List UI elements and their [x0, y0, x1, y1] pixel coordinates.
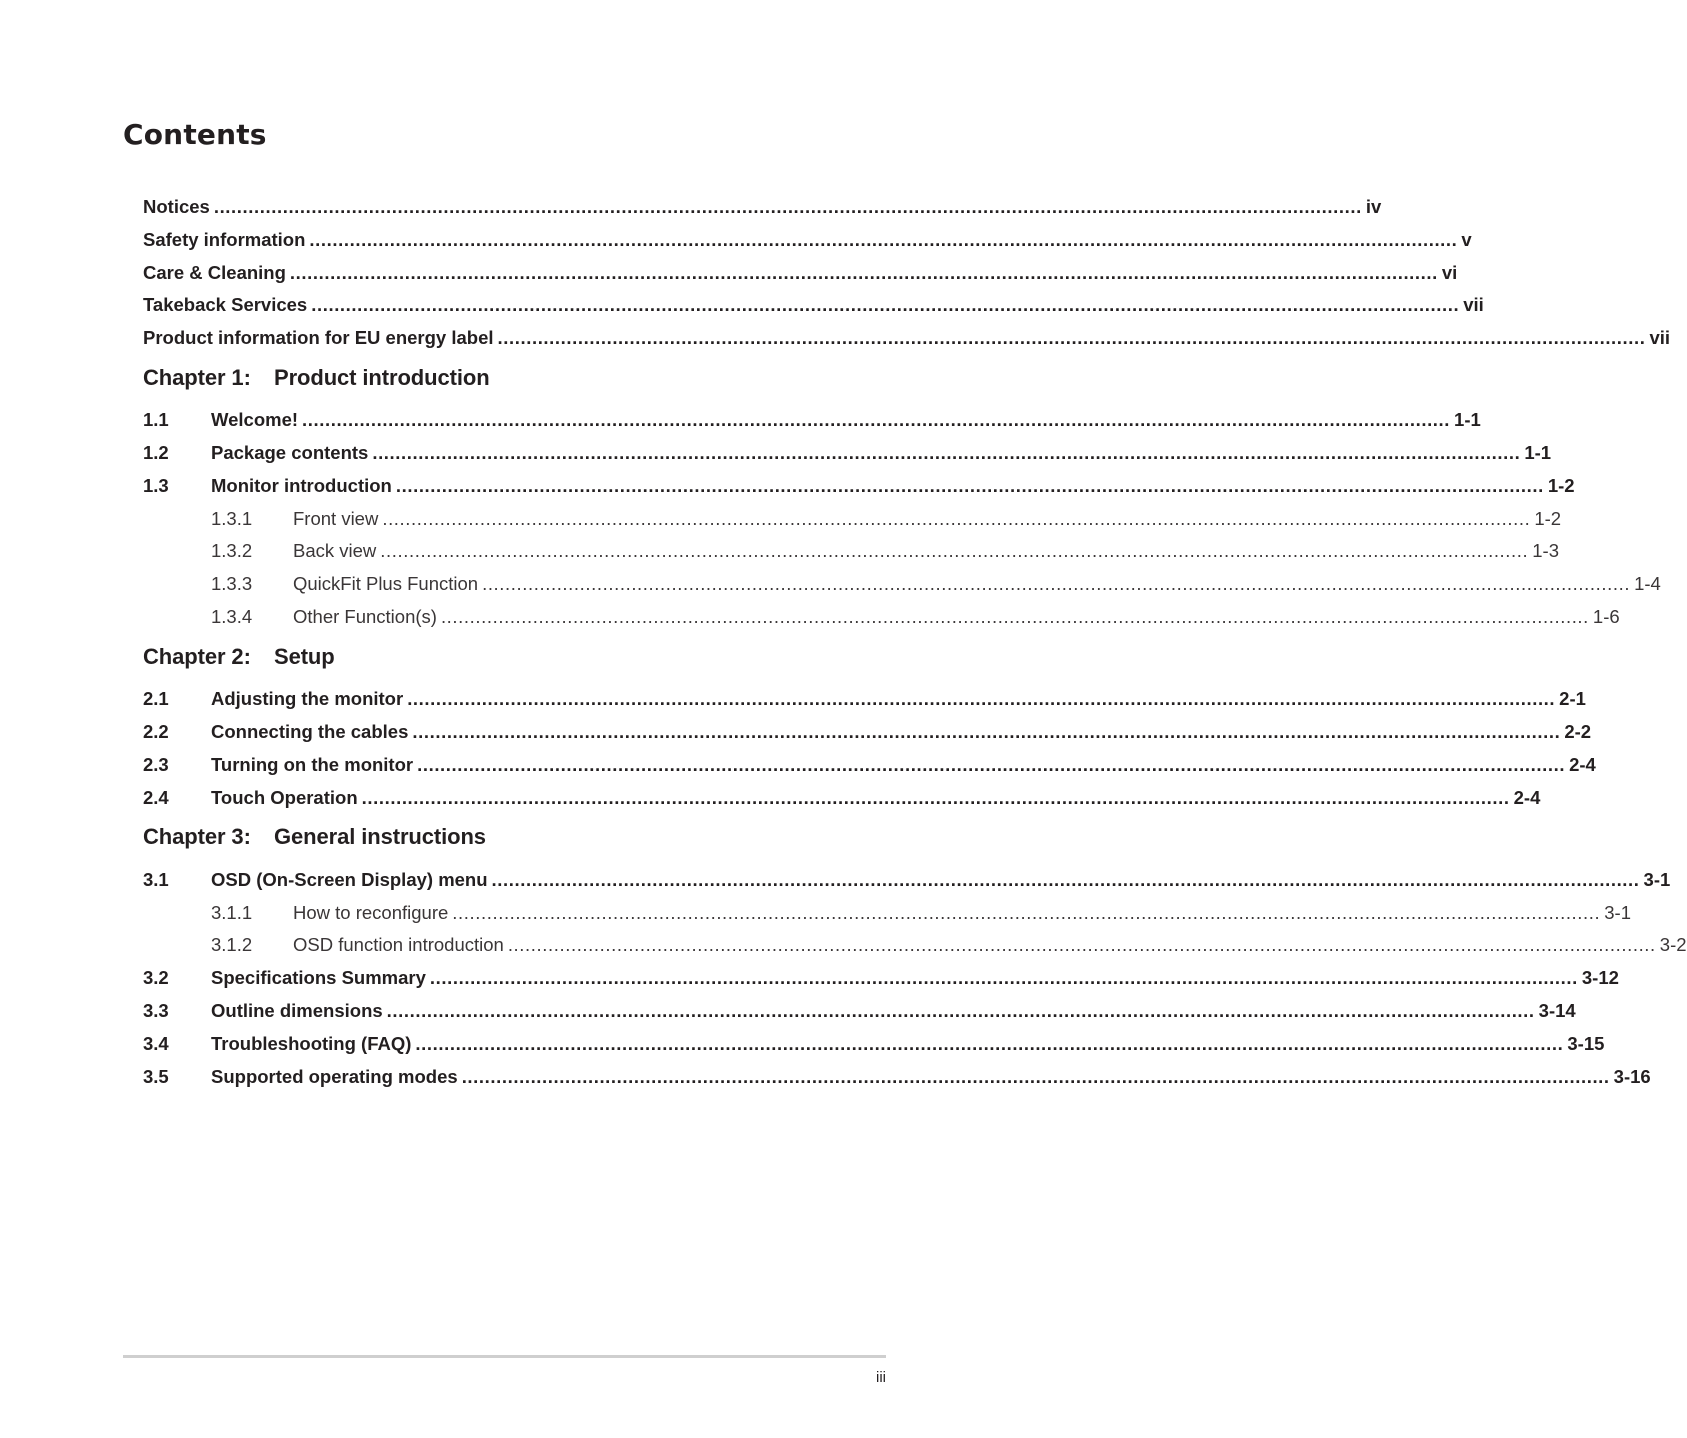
dot-leader: ........................................................................................................................................................................................................ — [407, 688, 1556, 709]
entry-number: 1.3.4 — [211, 606, 253, 627]
chapter-title: General instructions — [274, 824, 486, 849]
dot-leader: ........................................................................................................................................................................................................ — [380, 540, 1529, 561]
entry-number: 3.4 — [143, 1033, 169, 1054]
entry-page: iv — [1365, 196, 1382, 217]
dot-leader: ........................................................................................................................................................................................................ — [382, 508, 1531, 529]
entry-title: Product information for EU energy label — [143, 327, 494, 348]
entry-page: vii — [1649, 327, 1671, 348]
dot-leader: ........................................................................................................................................................................................................ — [302, 409, 1451, 430]
entry-page: 2-4 — [1513, 787, 1541, 808]
toc-entry[interactable] — [143, 686, 1586, 710]
entry-title: Welcome! — [211, 409, 299, 430]
entry-page: v — [1461, 229, 1472, 250]
entry-number: 3.1 — [143, 869, 169, 890]
dot-leader: ........................................................................................................................................................................................................ — [497, 327, 1646, 348]
toc-entry[interactable] — [211, 506, 1562, 530]
entry-number: 1.3.3 — [211, 573, 253, 594]
entry-number: 1.3.1 — [211, 508, 253, 529]
entry-title: OSD function introduction — [293, 934, 504, 955]
toc-entry[interactable] — [143, 260, 1458, 284]
dot-leader: ........................................................................................................................................................................................................ — [461, 1066, 1610, 1087]
toc-entry[interactable] — [211, 571, 1661, 595]
entry-title: Front view — [293, 508, 379, 529]
entry-title: Safety information — [143, 229, 306, 250]
entry-page: 1-3 — [1532, 540, 1560, 561]
entry-number: 2.3 — [143, 754, 169, 775]
toc-entry[interactable] — [211, 538, 1560, 562]
page-title: Contents — [123, 118, 267, 151]
toc-entry[interactable] — [143, 440, 1552, 464]
dot-leader: ........................................................................................................................................................................................................ — [361, 787, 1510, 808]
entry-page: 2-4 — [1569, 754, 1596, 775]
dot-leader: ........................................................................................................................................................................................................ — [429, 967, 1578, 988]
entry-title: How to reconfigure — [293, 902, 449, 923]
entry-page: 1-1 — [1454, 409, 1481, 430]
entry-number: 1.3 — [143, 475, 169, 496]
toc-entry[interactable] — [211, 604, 1620, 628]
entry-title: Monitor introduction — [211, 475, 392, 496]
entry-page: 3-16 — [1613, 1066, 1651, 1087]
toc-entry[interactable] — [143, 965, 1619, 989]
entry-title: Other Function(s) — [293, 606, 437, 627]
dot-leader: ........................................................................................................................................................................................................ — [386, 1000, 1535, 1021]
entry-page: 1-4 — [1634, 573, 1661, 594]
entry-title: Back view — [293, 540, 377, 561]
entry-page: vi — [1441, 262, 1458, 283]
entry-page: 3-1 — [1604, 902, 1632, 923]
chapter-heading — [143, 643, 335, 671]
dot-leader: ........................................................................................................................................................................................................ — [412, 721, 1561, 742]
entry-title: Turning on the monitor — [211, 754, 414, 775]
entry-page: 3-12 — [1581, 967, 1619, 988]
toc-entry[interactable] — [143, 194, 1382, 218]
entry-page: 2-1 — [1559, 688, 1586, 709]
dot-leader: ........................................................................................................................................................................................................ — [311, 294, 1460, 315]
entry-number: 1.1 — [143, 409, 169, 430]
toc-entry[interactable] — [143, 227, 1472, 251]
dot-leader: ........................................................................................................................................................................................................ — [372, 442, 1521, 463]
chapter-title: Setup — [274, 644, 335, 669]
dot-leader: ........................................................................................................................................................................................................ — [415, 1033, 1564, 1054]
dot-leader: ........................................................................................................................................................................................................ — [440, 606, 1589, 627]
dot-leader: ........................................................................................................................................................................................................ — [309, 229, 1458, 250]
toc-entry[interactable] — [143, 752, 1596, 776]
entry-page: 1-2 — [1534, 508, 1562, 529]
toc-entry[interactable] — [211, 900, 1632, 924]
toc-entry[interactable] — [143, 1031, 1605, 1055]
entry-number: 2.4 — [143, 787, 169, 808]
entry-number: 3.1.1 — [211, 902, 253, 923]
dot-leader: ........................................................................................................................................................................................................ — [213, 196, 1362, 217]
entry-title: Adjusting the monitor — [211, 688, 404, 709]
entry-title: Care & Cleaning — [143, 262, 286, 283]
entry-number: 3.1.2 — [211, 934, 253, 955]
entry-number: 3.2 — [143, 967, 169, 988]
toc-entry[interactable] — [143, 325, 1671, 349]
toc-entry[interactable] — [143, 867, 1671, 891]
entry-title: Connecting the cables — [211, 721, 409, 742]
dot-leader: ........................................................................................................................................................................................................ — [395, 475, 1544, 496]
entry-page: 3-2 — [1659, 934, 1687, 955]
entry-number: 2.2 — [143, 721, 169, 742]
toc-entry[interactable] — [143, 998, 1576, 1022]
chapter-label: Chapter 1: — [143, 365, 251, 390]
entry-number: 1.3.2 — [211, 540, 253, 561]
page-number: iii — [876, 1369, 886, 1386]
dot-leader: ........................................................................................................................................................................................................ — [289, 262, 1438, 283]
toc-entry[interactable] — [211, 932, 1687, 956]
dot-leader: ........................................................................................................................................................................................................ — [491, 869, 1640, 890]
entry-number: 3.3 — [143, 1000, 169, 1021]
chapter-label: Chapter 2: — [143, 644, 251, 669]
chapter-label: Chapter 3: — [143, 824, 251, 849]
chapter-title: Product introduction — [274, 365, 490, 390]
entry-title: Touch Operation — [211, 787, 358, 808]
entry-title: Takeback Services — [143, 294, 308, 315]
entry-page: vii — [1463, 294, 1484, 315]
entry-page: 1-1 — [1524, 442, 1552, 463]
entry-number: 1.2 — [143, 442, 169, 463]
footer-divider — [123, 1355, 886, 1358]
toc-entry[interactable] — [143, 407, 1481, 431]
chapter-heading — [143, 823, 486, 851]
toc-entry[interactable] — [143, 292, 1484, 316]
entry-page: 1-6 — [1592, 606, 1620, 627]
entry-title: Supported operating modes — [211, 1066, 458, 1087]
chapter-heading — [143, 364, 490, 392]
entry-page: 3-15 — [1567, 1033, 1605, 1054]
toc-entry[interactable] — [143, 1064, 1651, 1088]
entry-title: Outline dimensions — [211, 1000, 383, 1021]
entry-page: 3-1 — [1643, 869, 1671, 890]
entry-number: 2.1 — [143, 688, 169, 709]
entry-title: Specifications Summary — [211, 967, 426, 988]
entry-title: Troubleshooting (FAQ) — [211, 1033, 412, 1054]
entry-page: 1-2 — [1547, 475, 1575, 496]
dot-leader: ........................................................................................................................................................................................................ — [452, 902, 1601, 923]
entry-title: OSD (On-Screen Display) menu — [211, 869, 488, 890]
dot-leader: ........................................................................................................................................................................................................ — [482, 573, 1631, 594]
entry-title: Notices — [143, 196, 210, 217]
toc-entry[interactable] — [143, 785, 1541, 809]
entry-page: 3-14 — [1538, 1000, 1576, 1021]
dot-leader: ........................................................................................................................................................................................................ — [507, 934, 1656, 955]
entry-title: QuickFit Plus Function — [293, 573, 479, 594]
entry-number: 3.5 — [143, 1066, 169, 1087]
toc-entry[interactable] — [143, 473, 1575, 497]
dot-leader: ........................................................................................................................................................................................................ — [417, 754, 1566, 775]
entry-title: Package contents — [211, 442, 369, 463]
entry-page: 2-2 — [1564, 721, 1592, 742]
toc-entry[interactable] — [143, 719, 1592, 743]
